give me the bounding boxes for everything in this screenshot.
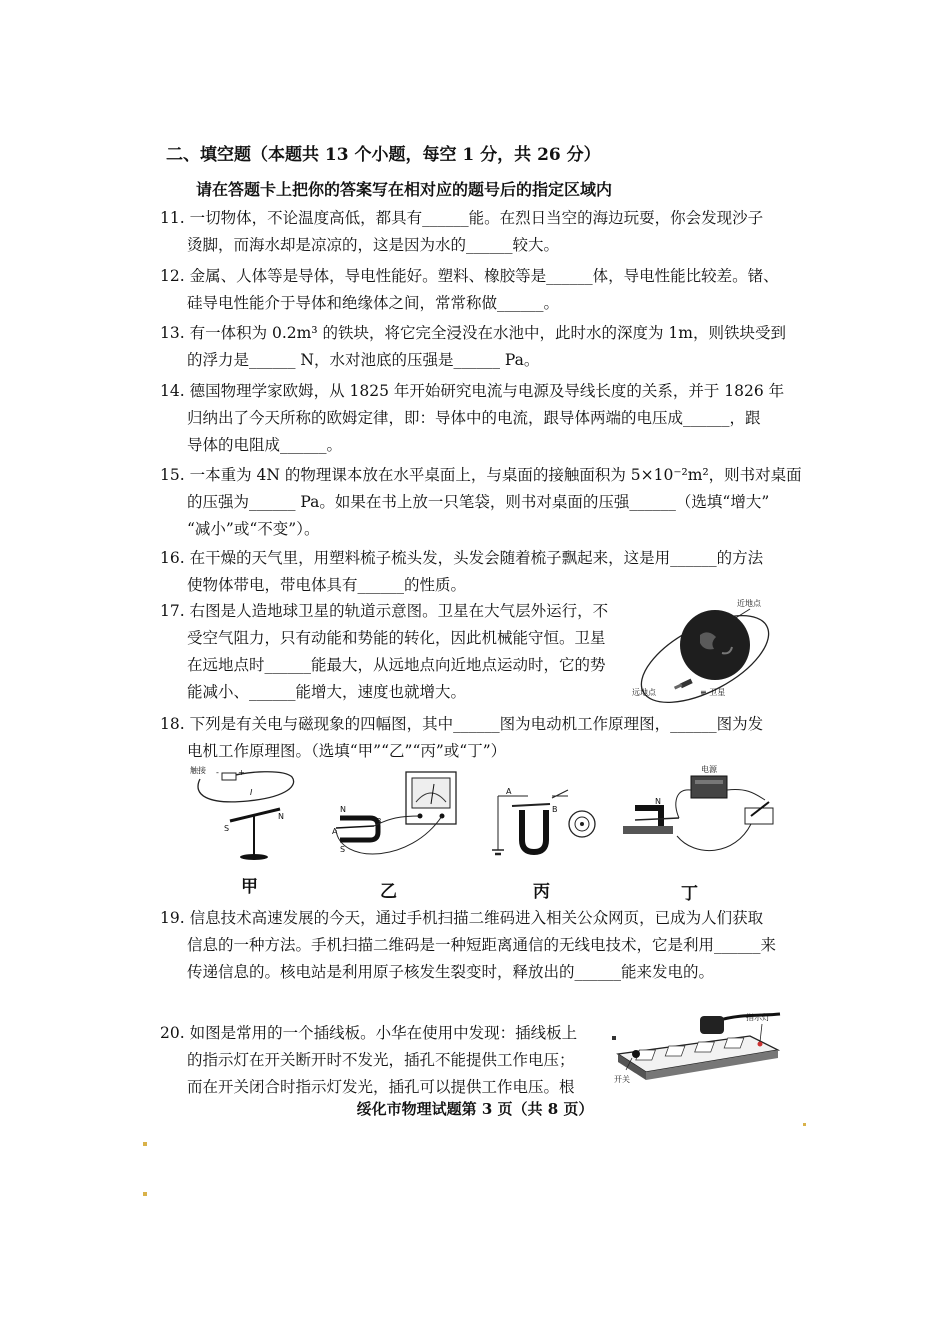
indicator-light-icon	[758, 1042, 763, 1047]
question-11	[160, 205, 800, 259]
question-17	[160, 598, 609, 706]
question-12	[160, 263, 800, 317]
power-strip-figure	[610, 1010, 785, 1085]
question-line: 在远地点时______能最大，从远地点向近地点运动时，它的势	[187, 656, 606, 674]
n-pole-label: N	[655, 797, 661, 806]
minus-label: -	[216, 768, 219, 777]
question-20	[160, 1020, 600, 1101]
question-line: 12. 金属、人体等是导体，导电性能好。塑料、橡胶等是______体，导电性能比较差。锗、	[160, 267, 779, 285]
figure-jia-oersted	[188, 765, 308, 865]
question-19	[160, 905, 800, 986]
question-14	[160, 378, 800, 459]
question-line: 导体的电阻成______。	[187, 436, 343, 454]
s-pole-label: S	[340, 845, 346, 854]
question-line: 电机工作原理图。（选填“甲”“乙”“丙”或“丁”）	[187, 742, 507, 760]
question-line: 13. 有一体积为 0.2m³ 的铁块，将它完全浸没在水池中，此时水的深度为 1m，则铁块受到	[160, 324, 786, 342]
question-line: 硅导电性能介于导体和绝缘体之间，常常称做______。	[187, 294, 560, 312]
satellite-orbit-figure	[630, 595, 780, 703]
question-line: 14. 德国物理学家欧姆，从 1825 年开始研究电流与电源及导线长度的关系，并于 1826 年	[160, 382, 785, 400]
question-line: 的浮力是______ N，水对池底的压强是______ Pa。	[187, 351, 540, 369]
switch-label: 开关	[614, 1075, 630, 1084]
question-13	[160, 320, 800, 374]
scan-speck	[143, 1142, 147, 1146]
question-line: 而在开关闭合时指示灯发光，插孔可以提供工作电压。根	[187, 1078, 575, 1096]
b-label: B	[552, 805, 558, 814]
scan-speck	[803, 1123, 806, 1126]
question-line: 19. 信息技术高速发展的今天，通过手机扫描二维码进入相关公众网页，已成为人们获取	[160, 909, 764, 927]
question-line: 归纳出了今天所称的欧姆定律，即：导体中的电流，跟导体两端的电压成______，跟	[187, 409, 761, 427]
a-label: A	[506, 787, 512, 796]
indicator-label: 指示灯	[746, 1013, 770, 1022]
question-line: 的指示灯在开关断开时不发光，插孔不能提供工作电压；	[187, 1051, 575, 1069]
question-line: 15. 一本重为 4N 的物理课本放在水平桌面上，与桌面的接触面积为 5×10⁻²m²，则书对桌面	[160, 466, 802, 484]
question-line: 的压强为______ Pa。如果在书上放一只笔袋，则书对桌面的压强______（选填“增大”	[187, 493, 770, 511]
question-line: 11. 一切物体，不论温度高低，都具有______能。在烈日当空的海边玩耍，你会发现沙子	[160, 209, 764, 227]
question-line: 能减小、______能增大，速度也就增大。	[187, 683, 467, 701]
figure-yi-generator	[330, 768, 460, 868]
figure-ding-motor	[615, 764, 785, 859]
question-line: “减小”或“不变”）。	[187, 520, 320, 538]
satellite-icon	[674, 679, 693, 690]
question-line: 16. 在干燥的天气里，用塑料梳子梳头发，头发会随着梳子飘起来，这是用______的方法	[160, 549, 764, 567]
caption-ding: 丁	[681, 884, 698, 904]
question-line: 20. 如图是常用的一个插线板。小华在使用中发现：插线板上	[160, 1024, 578, 1042]
b-label: B	[376, 817, 382, 826]
a-label: A	[332, 827, 338, 836]
svg-text:≡ 卫星: ≡ 卫星	[700, 688, 726, 697]
question-line: 传递信息的。核电站是利用原子核发生裂变时，释放出的______能来发电的。	[187, 963, 715, 981]
battery-label: 电源	[701, 765, 717, 774]
question-line: 受空气阻力，只有动能和势能的转化，因此机械能守恒。卫星	[187, 629, 606, 647]
perigee-label: 近地点	[737, 599, 761, 608]
question-line: 信息的一种方法。手机扫描二维码是一种短距离通信的无线电技术，它是利用______来	[187, 936, 777, 954]
switch-icon	[632, 1050, 640, 1058]
plus-label: +	[238, 768, 245, 777]
caption-bing: 丙	[533, 882, 550, 902]
page-footer: 绥化市物理试题第 3 页（共 8 页）	[356, 1100, 594, 1118]
apogee-label: 远地点	[632, 688, 656, 697]
question-line: 烫脚，而海水却是凉凉的，这是因为水的______较大。	[187, 236, 560, 254]
n-pole-label: N	[340, 805, 346, 814]
question-16	[160, 545, 800, 599]
s-pole-label: S	[224, 824, 230, 833]
question-18	[160, 711, 800, 765]
current-label: I	[250, 788, 253, 797]
question-line: 使物体带电，带电体具有______的性质。	[187, 576, 467, 594]
figure-bing-electromagnet	[488, 780, 603, 860]
section-instruction: 请在答题卡上把你的答案写在相对应的题号后的指定区域内	[196, 180, 613, 199]
scan-speck	[143, 1192, 147, 1196]
question-line: 18. 下列是有关电与磁现象的四幅图，其中______图为电动机工作原理图，______图为发	[160, 715, 764, 733]
question-line: 17. 右图是人造地球卫星的轨道示意图。卫星在大气层外运行，不	[160, 602, 609, 620]
switch-label: 触接	[190, 766, 206, 775]
caption-yi: 乙	[380, 882, 397, 902]
caption-jia: 甲	[241, 877, 258, 897]
question-15	[160, 462, 800, 543]
n-pole-label: N	[278, 812, 284, 821]
section-title: 二、填空题（本题共 13 个小题，每空 1 分，共 26 分）	[166, 145, 601, 165]
